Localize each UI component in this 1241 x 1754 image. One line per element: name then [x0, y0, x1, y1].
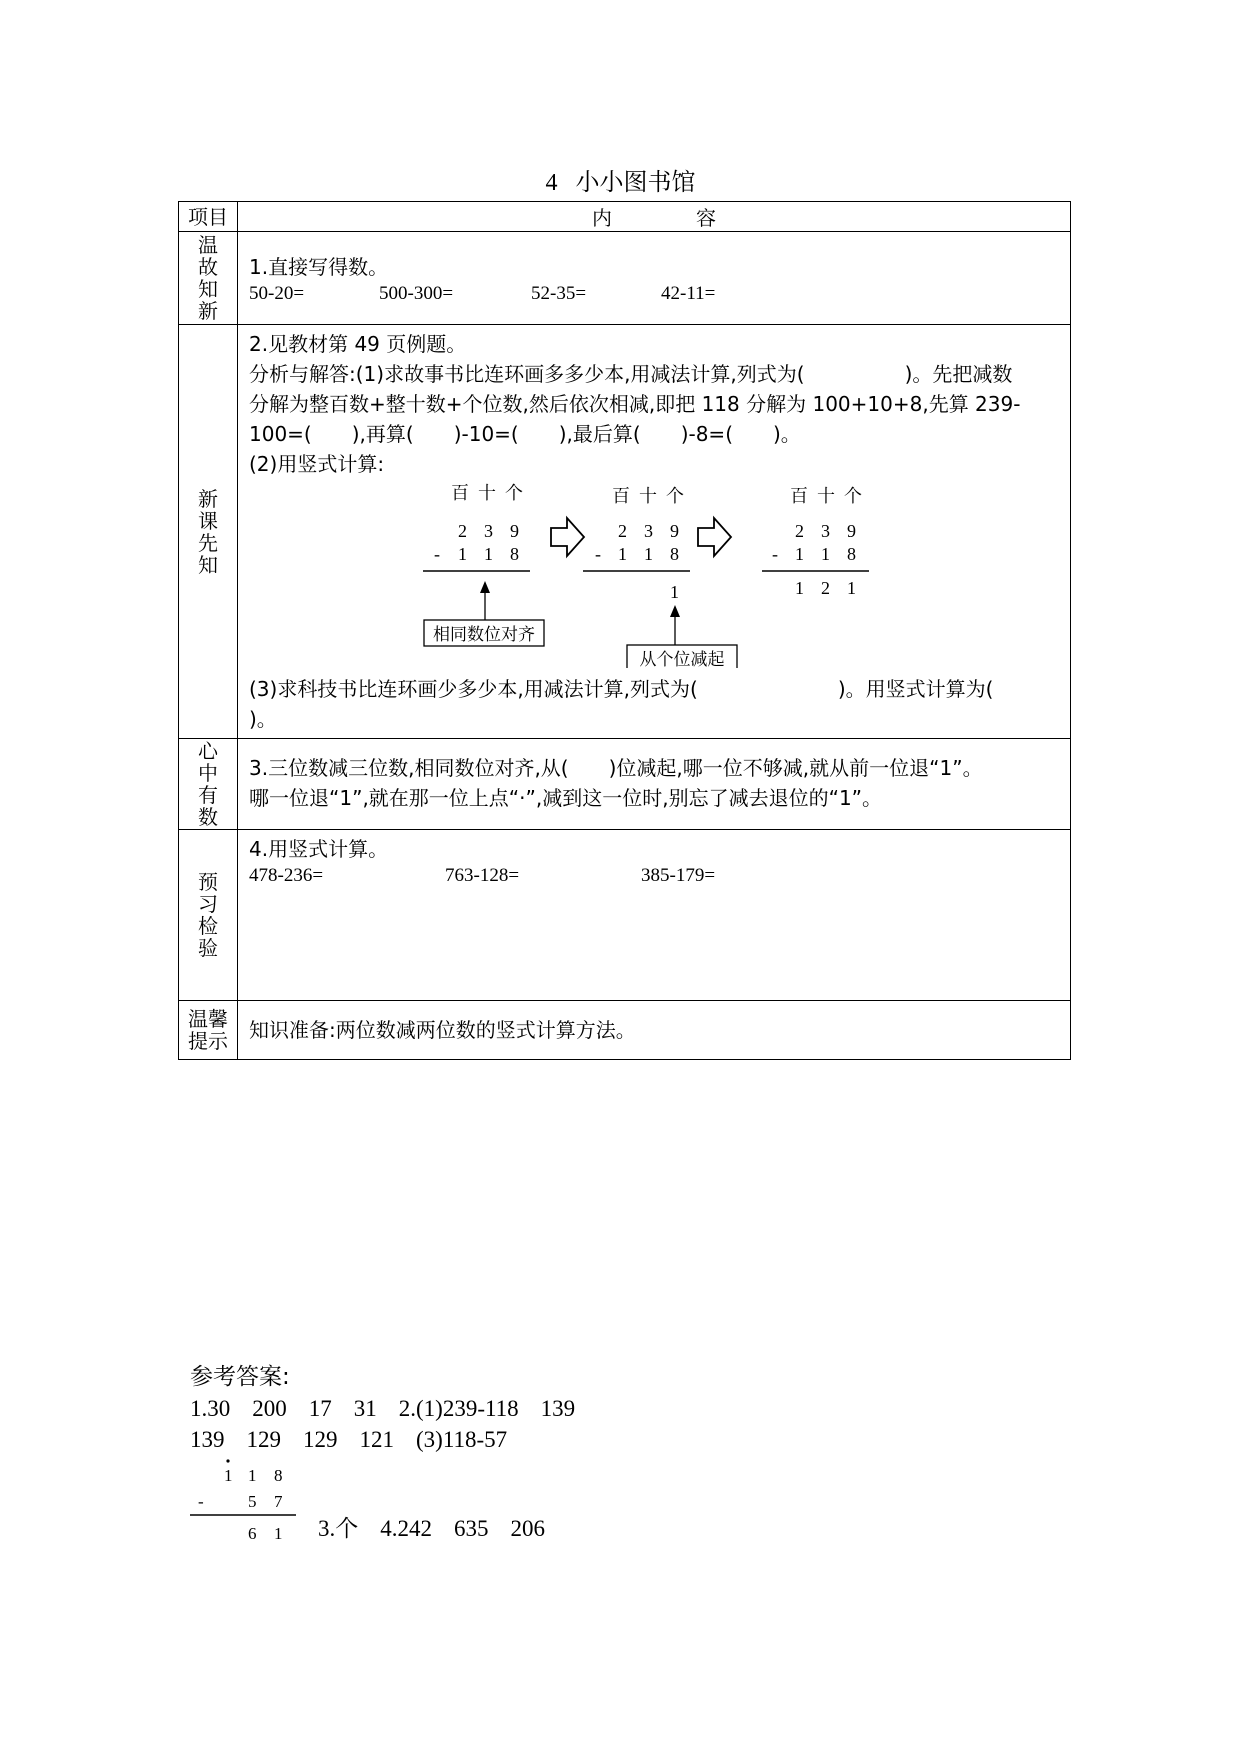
step2-bottom-hundreds: 1	[618, 544, 627, 564]
step3-top-tens: 3	[821, 521, 830, 541]
question-3-line-2: )。	[249, 707, 277, 731]
page-title	[0, 162, 1241, 197]
answers-heading: 参考答案:	[190, 1364, 290, 1390]
ans-result-ones: 1	[274, 1524, 283, 1541]
answers-section	[190, 1362, 597, 1541]
step2-minus: -	[595, 544, 601, 564]
step1-top-tens: 3	[484, 521, 493, 541]
ans-bottom-tens: 5	[248, 1492, 257, 1511]
step2-borrow-mark: 1	[670, 582, 679, 602]
borrow-dot	[226, 1459, 229, 1462]
step1-bottom-tens: 1	[484, 544, 493, 564]
step3-top-hundreds: 2	[795, 521, 804, 541]
step3-header-ones: 个	[844, 486, 862, 507]
ans-minus: -	[198, 1492, 204, 1511]
vertical-title: (2)用竖式计算:	[249, 452, 385, 476]
step2-arrow-head	[670, 605, 680, 617]
step3-bottom-tens: 1	[821, 544, 830, 564]
flow-arrow-1	[551, 518, 584, 556]
step1-minus: -	[434, 544, 440, 564]
step1-bottom-hundreds: 1	[458, 544, 467, 564]
step2-top-tens: 3	[644, 521, 653, 541]
step1-header-ones: 个	[505, 483, 523, 504]
answers-line-3: 3.个 4.242 635 206	[318, 1516, 545, 1541]
step3-bottom-hundreds: 1	[795, 544, 804, 564]
worksheet-table	[178, 201, 1071, 1060]
step3-bottom-ones: 8	[847, 544, 856, 564]
analysis-line-3: 100=( ),再算( )-10=( ),最后算( )-8=( )。	[249, 422, 801, 446]
step3-result-hundreds: 1	[795, 578, 804, 598]
ans-top-ones: 8	[274, 1466, 283, 1485]
row-key-points	[179, 739, 1071, 830]
ans-top-hundreds: 1	[224, 1466, 233, 1485]
step2-header-tens: 十	[639, 486, 657, 507]
key-point-line-2: 哪一位退“1”,就在那一位上点“·”,减到这一位时,别忘了减去退位的“1”。	[249, 786, 883, 810]
step-1	[423, 483, 544, 646]
label-new-lesson: 新 课 先 知	[179, 325, 238, 739]
label-preview: 预 习 检 验	[179, 830, 238, 1001]
step3-minus: -	[772, 544, 778, 564]
step2-top-ones: 9	[670, 521, 679, 541]
step3-top-ones: 9	[847, 521, 856, 541]
answers-line-1: 1.30 200 17 31 2.(1)239-118 139	[190, 1396, 576, 1421]
step1-header-tens: 十	[478, 483, 496, 504]
step3-result-ones: 1	[847, 578, 856, 598]
vertical-diagram-svg	[238, 473, 1098, 668]
step-2	[583, 486, 737, 668]
tips-text: 知识准备:两位数减两位数的竖式计算方法。	[249, 1018, 636, 1042]
box-start-label: 从个位减起	[639, 650, 725, 668]
content-review	[238, 232, 1071, 325]
row-tips	[179, 1001, 1071, 1060]
ans-result-tens: 6	[248, 1524, 257, 1541]
step2-header-ones: 个	[666, 486, 684, 507]
header-content: 内 容	[238, 202, 1071, 232]
row-review	[179, 232, 1071, 325]
question-3-line-1: (3)求科技书比连环画少多少本,用减法计算,列式为( )。用竖式计算为(	[249, 677, 994, 701]
step1-arrow-head	[480, 581, 490, 593]
row-preview	[179, 830, 1071, 1001]
ans-bottom-ones: 7	[274, 1492, 283, 1511]
answer-vertical-calc	[190, 1455, 310, 1541]
label-tips: 温馨 提示	[179, 1001, 238, 1060]
header-item: 项目	[179, 202, 238, 232]
header-row	[179, 202, 1071, 232]
step-3	[762, 486, 869, 598]
step2-bottom-tens: 1	[644, 544, 653, 564]
box-align-label: 相同数位对齐	[433, 625, 535, 645]
label-review: 温 故 知 新	[179, 232, 238, 325]
analysis-line-1: 分析与解答:(1)求故事书比连环画多多少本,用减法计算,列式为( )。先把减数	[249, 362, 1013, 386]
step3-header-hundreds: 百	[790, 486, 808, 507]
q4-expressions: 478-236= 763-128= 385-179=	[249, 865, 716, 886]
step3-header-tens: 十	[817, 486, 835, 507]
row-new-lesson	[179, 325, 1071, 739]
step1-top-hundreds: 2	[458, 521, 467, 541]
label-key-points: 心 中 有 数	[179, 739, 238, 830]
step1-header-hundreds: 百	[451, 483, 469, 504]
title-number: 4	[545, 170, 558, 196]
content-key-points	[238, 739, 1071, 830]
step2-bottom-ones: 8	[670, 544, 679, 564]
question-2: 2.见教材第 49 页例题。	[249, 332, 467, 356]
question-1: 1.直接写得数。	[249, 255, 389, 279]
step2-top-hundreds: 2	[618, 521, 627, 541]
step1-bottom-ones: 8	[510, 544, 519, 564]
content-preview	[238, 830, 1071, 1001]
step1-top-ones: 9	[510, 521, 519, 541]
step2-header-hundreds: 百	[612, 486, 630, 507]
answers-line-2: 139 129 129 121 (3)118-57	[190, 1427, 508, 1452]
analysis-line-2: 分解为整百数+整十数+个位数,然后依次相减,即把 118 分解为 100+10+8,先算 239-	[249, 392, 1021, 416]
content-new-lesson	[238, 325, 1071, 739]
content-tips	[238, 1001, 1071, 1060]
question-4: 4.用竖式计算。	[249, 837, 389, 861]
flow-arrow-2	[698, 518, 731, 556]
key-point-line-1: 3.三位数减三位数,相同数位对齐,从( )位减起,哪一位不够减,就从前一位退“1”。	[249, 756, 983, 780]
step3-result-tens: 2	[821, 578, 830, 598]
ans-top-tens: 1	[248, 1466, 257, 1485]
vertical-diagram	[249, 479, 1060, 674]
title-text: 小小图书馆	[575, 168, 696, 196]
answers-line-3-wrap	[190, 1455, 597, 1541]
q1-expressions: 50-20= 500-300= 52-35= 42-11=	[249, 283, 716, 304]
